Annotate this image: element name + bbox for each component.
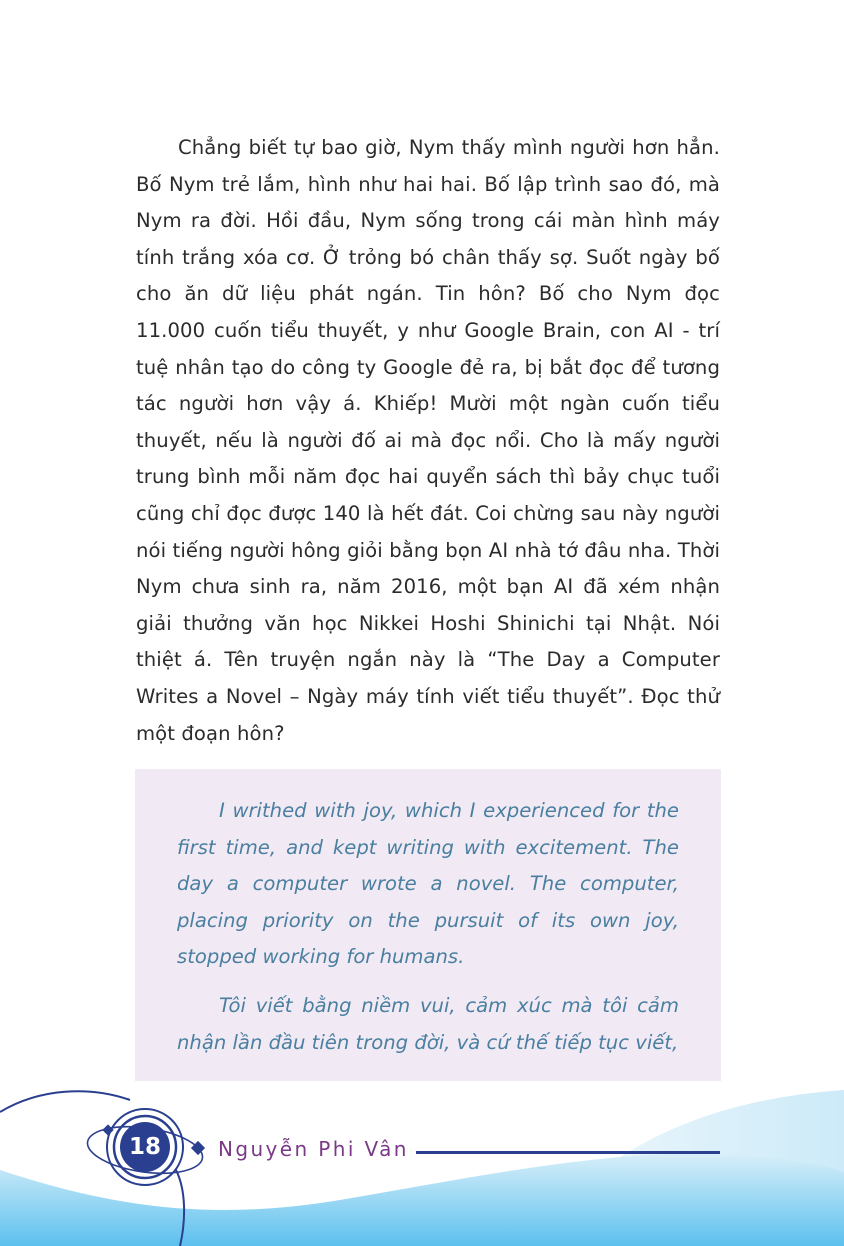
quote-box <box>135 769 721 1081</box>
footer-rule <box>416 1151 720 1154</box>
quote-english: I writhed with joy, which I experienced for the first time, and kept writing with excitement. The day a computer wrote a novel. The computer, placing priority on the pursuit of its own joy, stopped working for humans. <box>177 799 679 969</box>
page-number: 18 <box>128 1134 161 1160</box>
author-name: Nguyễn Phi Vân <box>218 1137 409 1161</box>
quote-vietnamese: Tôi viết bằng niềm vui, cảm xúc mà tôi cảm nhận lần đầu tiên trong đời, và cứ thế tiếp tục viết, <box>177 993 679 1054</box>
body-paragraph: Chẳng biết tự bao giờ, Nym thấy mình người hơn hẳn. Bố Nym trẻ lắm, hình như hai hai. Bố lập trình sao đó, mà Nym ra đời. Hồi đầu, Nym sống trong cái màn hình máy tính trắng xóa cơ. Ở trỏng bó chân thấy sợ. Suốt ngày bố cho ăn dữ liệu phát ngán. Tin hôn? Bố cho Nym đọc 11.000 cuốn tiểu thuyết, y như Google Brain, con AI - trí tuệ nhân tạo do công ty Google đẻ ra, bị bắt đọc để tương tác người hơn vậy á. Khiếp! Mười một ngàn cuốn tiểu thuyết, nếu là người đố ai mà đọc nổi. Cho là mấy người trung bình mỗi năm đọc hai quyển sách thì bảy chục tuổi cũng chỉ đọc được 140 là hết đát. Coi chừng sau này người nói tiếng người hông giỏi bằng bọn AI nhà tớ đâu nha. Thời Nym chưa sinh ra, năm 2016, một bạn AI đã xém nhận giải thưởng văn học Nikkei Hoshi Shinichi tại Nhật. Nói thiệt á. Tên truyện ngắn này là “The Day a Computer Writes a Novel – Ngày máy tính viết tiểu thuyết”. Đọc thử một đoạn hôn? <box>136 136 720 745</box>
